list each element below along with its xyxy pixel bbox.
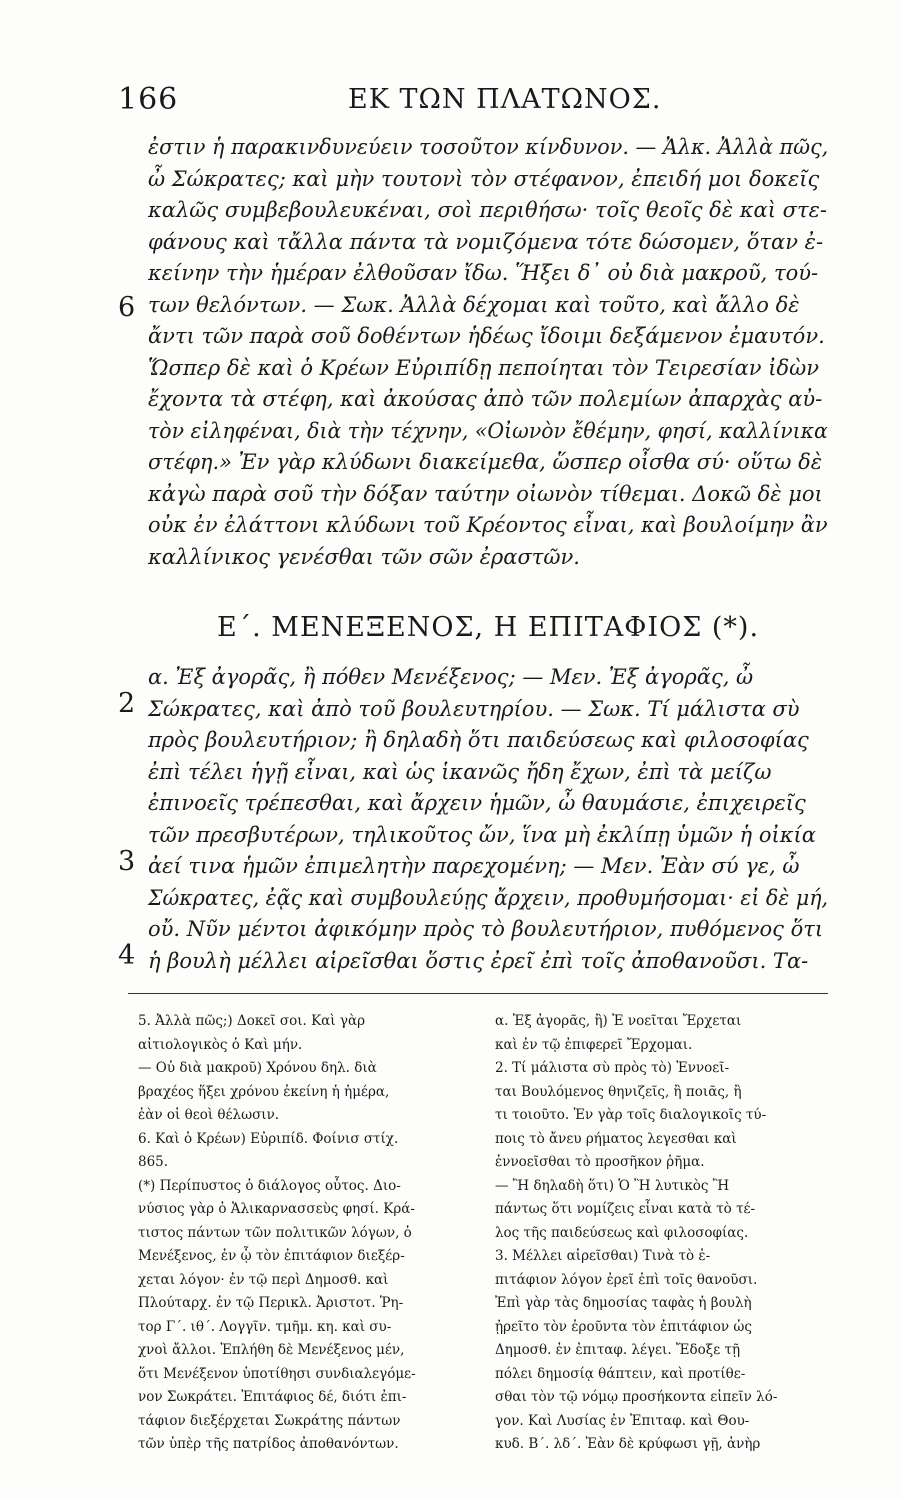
text-line: καλλίνικος γενέσθαι τῶν σῶν ἐραστῶν. (148, 544, 580, 569)
footnote-line: ἐννοεῖσθαι τὸ προσῆκον ῥῆμα. (495, 1154, 705, 1170)
section-title: Ε΄. ΜΕΝΕΞΕΝΟΣ, Η ΕΠΙΤΑΦΙΟΣ (*). (216, 612, 760, 643)
footnote-line: καὶ ἐν τῷ ἐπιφερεῖ Ἔρχομαι. (495, 1036, 693, 1053)
margin-number: 6 (118, 292, 136, 323)
footnote-line: 2. Τί μάλιστα σὺ πρὸς τὸ) Ἐννοεῖ- (495, 1060, 730, 1076)
section-text-block (148, 662, 828, 977)
text-line: Ὥσπερ δὲ καὶ ὁ Κρέων Εὐριπίδῃ πεποίηται τὸν Τειρεσίαν ἰδὼν (148, 355, 819, 380)
footnote-line: 5. Ἀλλὰ πῶς;) Δοκεῖ σοι. Καὶ γὰρ (138, 1013, 366, 1029)
running-head: ΕΚ ΤΩΝ ΠΛΑΤΩΝΟΣ. (348, 84, 662, 115)
footnote-line: Ἐπὶ γὰρ τὰς δημοσίας ταφὰς ἡ βουλὴ (495, 1295, 752, 1311)
text-line: οὐκ ἐν ἐλάττονι κλύδωνι τοῦ Κρέοντος εἶναι, καὶ βουλοίμην ἂν (148, 513, 828, 537)
text-line: τῶν πρεσβυτέρων, τηλικοῦτος ὤν, ἵνα μὴ ἐκλίπῃ ὑμῶν ἡ οἰκία (148, 822, 816, 847)
footnotes-left-column (138, 1010, 468, 1457)
text-line: καλῶς συμβεβουλευκέναι, σοὶ περιθήσω· τοῖς θεοῖς δὲ καὶ στε- (148, 198, 827, 222)
footnote-line: χνοὶ ἄλλοι. Ἐπλήθη δὲ Μενέξενος μέν, (138, 1342, 405, 1358)
footnote-line: ὅτι Μενέξενον ὑποτίθησι συνδιαλεγόμε- (138, 1365, 416, 1382)
footnote-line: α. Ἐξ ἀγορᾶς, ἢ) Ἐ νοεῖται Ἔρχεται (495, 1013, 742, 1029)
footnote-line: — Ἢ δηλαδὴ ὅτι) Ὁ Ἢ λυτικὸς Ἢ (495, 1177, 730, 1194)
footnote-line: Δημοσθ. ἐν ἐπιταφ. λέγει. Ἔδοξε τῇ (495, 1342, 741, 1358)
footnote-line: τῶν ὑπὲρ τῆς πατρίδος ἀποθανόντων. (138, 1436, 399, 1452)
footnote-divider (128, 993, 828, 994)
footnote-line: ποις τὸ ἄνευ ρήματος λεγεσθαι καὶ (495, 1130, 737, 1147)
text-line: πρὸς βουλευτήριον; ἢ δηλαδὴ ὅτι παιδεύσεως καὶ φιλοσοφίας (148, 728, 809, 752)
text-line: κείνην τὴν ἡμέραν ἐλθοῦσαν ἴδω. Ἥξει δ᾽ οὐ διὰ μακροῦ, τού- (148, 261, 819, 285)
footnote-line: σθαι τὸν τῷ νόμῳ προσήκοντα εἰπεῖν λό- (495, 1389, 778, 1405)
footnote-line: νύσιος γὰρ ὁ Ἁλικαρνασσεὺς φησί. Κρά- (138, 1201, 415, 1217)
text-line: οὔ. Νῦν μέντοι ἀφικόμην πρὸς τὸ βουλευτήριον, πυθόμενος ὅτι (148, 917, 824, 941)
footnote-line: ται Βουλόμενος θηνιζεῖς, ἢ ποιᾶς, ἢ (495, 1083, 742, 1100)
footnote-line: τορ Γ΄. ιθ΄. Λογγῖν. τμῆμ. κη. καὶ συ- (138, 1318, 392, 1335)
footnote-line: (*) Περίπυστος ὁ διάλογος οὗτος. Διο- (138, 1177, 401, 1194)
text-line: ἔχοντα τὰ στέφη, καὶ ἀκούσας ἀπὸ τῶν πολεμίων ἀπαρχὰς αὐ- (148, 387, 823, 411)
footnote-line: γον. Καὶ Λυσίας ἐν Ἐπιταφ. καὶ Θου- (495, 1412, 750, 1429)
text-line: ἡ βουλὴ μέλλει αἱρεῖσθαι ὅστις ἐρεῖ ἐπὶ τοῖς ἀποθανοῦσι. Τα- (148, 948, 809, 973)
text-line: ἐπινοεῖς τρέπεσθαι, καὶ ἄρχειν ἡμῶν, ὦ θαυμάσιε, ἐπιχειρεῖς (148, 791, 806, 815)
footnote-line: — Οὐ διὰ μακροῦ) Χρόνου δηλ. διὰ (138, 1060, 377, 1076)
footnote-line: 6. Καὶ ὁ Κρέων) Εὐριπίδ. Φοίνισ στίχ. (138, 1130, 399, 1147)
page-number: 166 (118, 82, 179, 117)
footnote-line: πιτάφιον λόγον ἐρεῖ ἐπὶ τοῖς θανοῦσι. (495, 1271, 758, 1288)
footnote-line: πάντως ὅτι νομίζεις εἶναι κατὰ τὸ τέ- (495, 1201, 756, 1217)
text-line: τὸν εἰληφέναι, διὰ τὴν τέχνην, «Οἰωνὸν ἔθέμην, φησί, καλλίνικα (148, 418, 828, 443)
text-line: Σώκρατες, ἐᾷς καὶ συμβουλεύῃς ἄρχειν, προθυμήσομαι· εἰ δὲ μή, (148, 885, 829, 910)
text-line: φάνους καὶ τἄλλα πάντα τὰ νομιζόμενα τότε δώσομεν, ὅταν ἐ- (148, 229, 824, 254)
text-line: ἀεί τινα ἡμῶν ἐπιμελητὴν παρεχομένη; — Μεν. Ἐὰν σύ γε, ὦ (148, 854, 800, 878)
footnote-line: ᾐρεῖτο τὸν ἐροῦντα τὸν ἐπιτάφιον ὡς (495, 1318, 752, 1335)
footnote-line: 865. (138, 1154, 169, 1170)
footnote-line: αἰτιολογικὸς ὁ Καὶ μήν. (138, 1036, 303, 1053)
text-line: ἐστιν ἡ παρακινδυνεύειν τοσοῦτον κίνδυνον. — Ἀλκ. Ἀλλὰ πῶς, (148, 135, 829, 159)
footnote-line: νον Σωκράτει. Ἐπιτάφιος δέ, διότι ἐπι- (138, 1389, 407, 1405)
text-line: Σώκρατες, καὶ ἀπὸ τοῦ βουλευτηρίου. — Σωκ. Τί μάλιστα σὺ (148, 696, 800, 721)
footnote-line: τιστος πάντων τῶν πολιτικῶν λόγων, ὁ (138, 1224, 412, 1241)
margin-number: 3 (118, 846, 136, 877)
footnote-line: 3. Μέλλει αἱρεῖσθαι) Τινὰ τὸ ἐ- (495, 1248, 711, 1264)
main-text-block (148, 132, 828, 573)
footnote-line: βραχέος ἥξει χρόνου ἐκείνη ἡ ἡμέρα, (138, 1083, 390, 1100)
footnote-line: τάφιον διεξέρχεται Σωκράτης πάντων (138, 1412, 401, 1429)
text-line: α. Ἐξ ἀγορᾶς, ἢ πόθεν Μενέξενος; — Μεν. Ἐξ ἀγορᾶς, ὦ (148, 665, 754, 689)
footnote-line: λος τῆς παιδεύσεως καὶ φιλοσοφίας. (495, 1224, 749, 1241)
text-line: των θελόντων. — Σωκ. Ἀλλὰ δέχομαι καὶ τοῦτο, καὶ ἄλλο δὲ (148, 292, 800, 317)
footnote-line: ἐὰν οἱ θεοὶ θέλωσιν. (138, 1107, 280, 1123)
text-line: κἀγὼ παρὰ σοῦ τὴν δόξαν ταύτην οἰωνὸν τίθεμαι. Δοκῶ δὲ μοι (148, 481, 823, 506)
text-line: ὦ Σώκρατες; καὶ μὴν τουτονὶ τὸν στέφανον, ἐπειδή μοι δοκεῖς (148, 166, 820, 191)
footnote-line: τι τοιοῦτο. Ἐν γὰρ τοῖς διαλογικοῖς τύ- (495, 1107, 767, 1123)
footnote-line: πόλει δημοσίᾳ θάπτειν, καὶ προτίθε- (495, 1365, 746, 1382)
footnote-line: κυδ. Β΄. λδ΄. Ἐὰν δὲ κρύφωσι γῇ, ἀνὴρ (495, 1436, 761, 1452)
margin-number: 2 (118, 688, 136, 719)
footnote-line: Πλούταρχ. ἐν τῷ Περικλ. Ἀριστοτ. Ῥη- (138, 1295, 404, 1311)
page-header (118, 82, 830, 122)
text-line: ἄντι τῶν παρὰ σοῦ δοθέντων ἡδέως ἴδοιμι δεξάμενον ἐμαυτόν. (148, 324, 825, 348)
footnotes-right-column (495, 1010, 825, 1457)
text-line: στέφη.» Ἐν γὰρ κλύδωνι διακείμεθα, ὥσπερ οἶσθα σύ· οὕτω δὲ (148, 450, 822, 474)
footnote-line: Μενέξενος, ἐν ᾧ τὸν ἐπιτάφιον διεξέρ- (138, 1248, 405, 1264)
text-line: ἐπὶ τέλει ἡγῇ εἶναι, καὶ ὡς ἱκανῶς ἤδη ἔχων, ἐπὶ τὰ μείζω (148, 759, 772, 784)
footnote-line: χεται λόγον· ἐν τῷ περὶ Δημοσθ. καὶ (138, 1271, 389, 1288)
margin-number: 4 (118, 940, 136, 971)
